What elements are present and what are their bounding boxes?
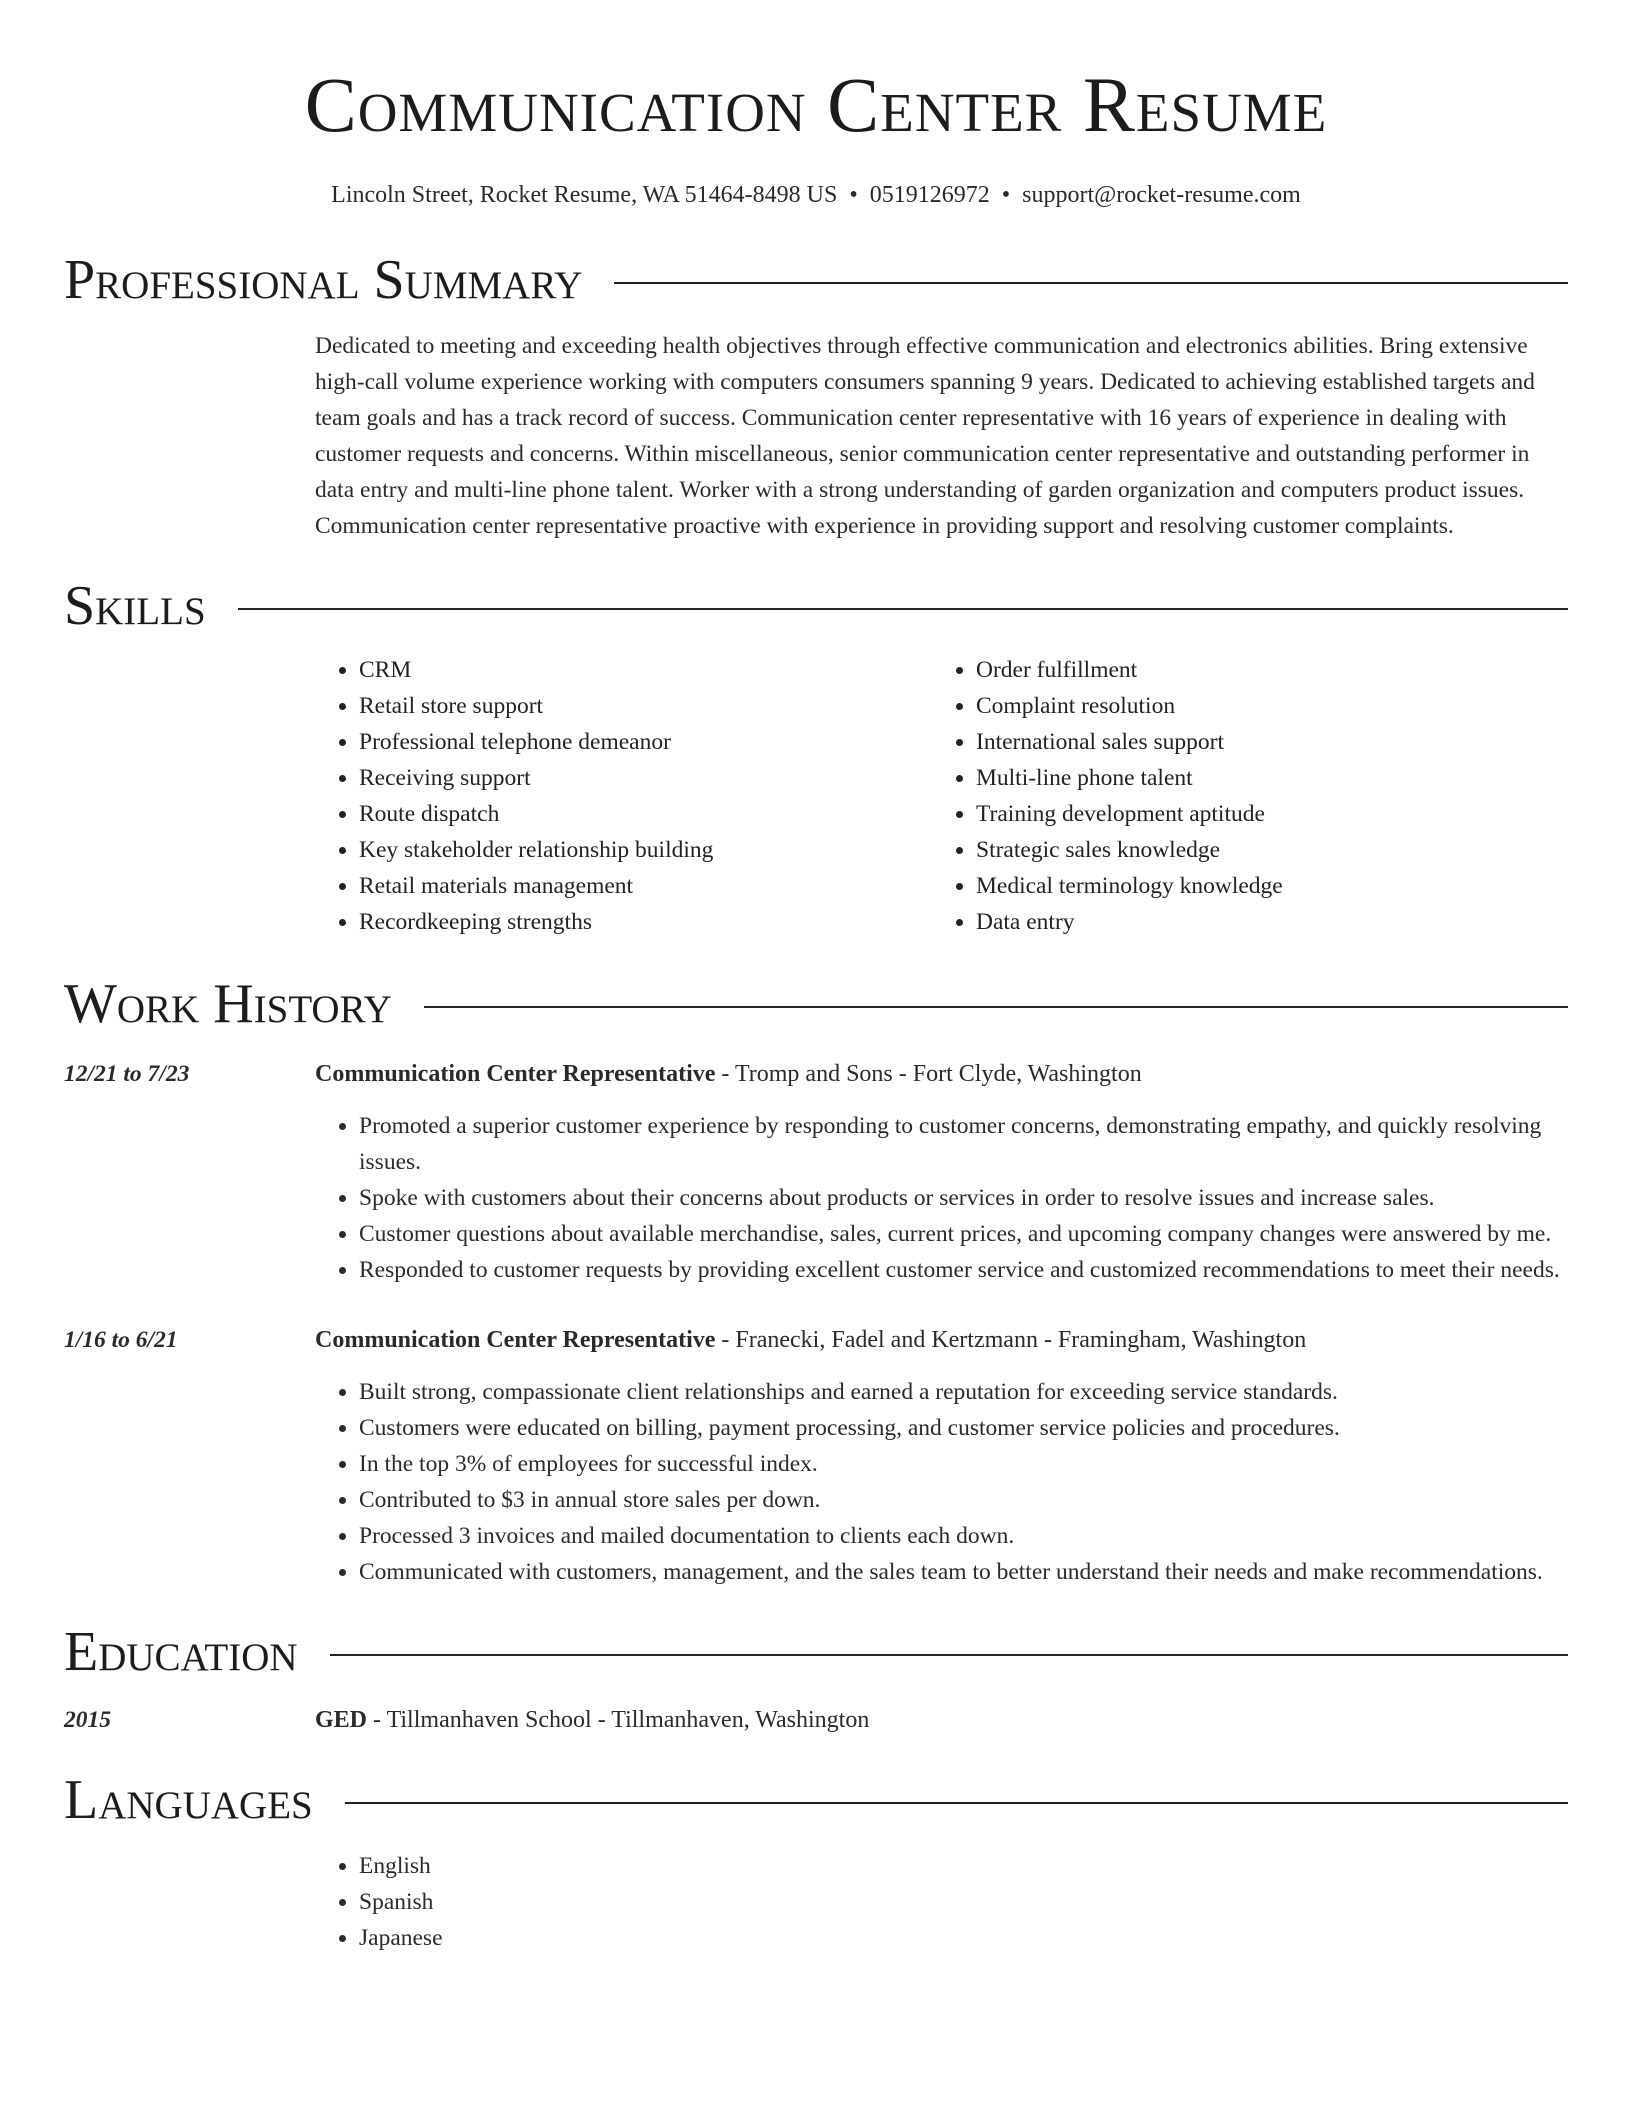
- language-item: • Spanish: [359, 1884, 1568, 1920]
- job-bullet: • Responded to customer requests by providing excellent customer service and customized recommendations to meet their needs.: [359, 1252, 1568, 1288]
- skill-item: • Multi-line phone talent: [976, 760, 1549, 796]
- section-header-work-history: [64, 972, 1568, 1036]
- job-employer: - Tromp and Sons - Fort Clyde, Washington: [715, 1061, 1142, 1087]
- skill-item: • Data entry: [976, 904, 1549, 940]
- section-header-education: [64, 1620, 1568, 1684]
- skill-item: • Route dispatch: [359, 796, 932, 832]
- section-header-skills: [64, 574, 1568, 638]
- job-heading: [315, 1322, 1568, 1358]
- job-bullet: • Built strong, compassionate client relationships and earned a reputation for exceeding service standards.: [359, 1374, 1568, 1410]
- section-header-summary: [64, 248, 1568, 312]
- job-bullet: • Processed 3 invoices and mailed documentation to clients each down.: [359, 1518, 1568, 1554]
- job-bullet: • Spoke with customers about their concerns about products or services in order to resolve issues and increase sales.: [359, 1180, 1568, 1216]
- job-title: Communication Center Representative: [315, 1061, 716, 1087]
- contact-phone: 0519126972: [869, 182, 990, 208]
- education-heading: [315, 1702, 869, 1738]
- section-divider: [424, 1006, 1568, 1008]
- job-body: [315, 1322, 1568, 1590]
- skill-item: • Retail materials management: [359, 868, 932, 904]
- contact-separator: •: [1001, 182, 1011, 208]
- job-body: [315, 1056, 1568, 1288]
- job-bullet: • Communicated with customers, management, and the sales team to better understand their needs and make recommendations.: [359, 1554, 1568, 1590]
- section-divider: [614, 282, 1568, 284]
- language-item: • Japanese: [359, 1920, 1568, 1956]
- job-dates: 12/21 to 7/23: [64, 1061, 190, 1087]
- job-bullet: • Contributed to $3 in annual store sales per down.: [359, 1482, 1568, 1518]
- section-divider: [238, 608, 1568, 610]
- job-entry: [64, 1056, 1568, 1288]
- job-dates: 1/16 to 6/21: [64, 1327, 178, 1353]
- skills-columns: [315, 652, 1568, 940]
- skill-item: • Professional telephone demeanor: [359, 724, 932, 760]
- section-title-languages: Languages: [64, 1769, 313, 1831]
- skills-list-left: [315, 652, 932, 940]
- section-divider: [345, 1802, 1568, 1804]
- contact-line: [64, 180, 1568, 210]
- skill-item: • Medical terminology knowledge: [976, 868, 1549, 904]
- job-bullet: • Promoted a superior customer experience by responding to customer concerns, demonstrating empathy, and quickly resolving issues.: [359, 1108, 1568, 1180]
- skill-item: • Complaint resolution: [976, 688, 1549, 724]
- job-bullet: • Customers were educated on billing, payment processing, and customer service policies and procedures.: [359, 1410, 1568, 1446]
- skill-item: • Retail store support: [359, 688, 932, 724]
- skill-item: • Key stakeholder relationship building: [359, 832, 932, 868]
- education-year: 2015: [64, 1707, 111, 1733]
- section-title-education: Education: [64, 1621, 298, 1683]
- skill-item: • Training development aptitude: [976, 796, 1549, 832]
- resume-page: [64, 0, 1568, 1956]
- contact-email: support@rocket-resume.com: [1022, 182, 1301, 208]
- job-bullet: • Customer questions about available merchandise, sales, current prices, and upcoming company changes were answered by me.: [359, 1216, 1568, 1252]
- job-title: Communication Center Representative: [315, 1327, 716, 1353]
- language-item: • English: [359, 1848, 1568, 1884]
- section-divider: [330, 1654, 1568, 1656]
- section-title-summary: Professional Summary: [64, 249, 583, 311]
- skill-item: • Strategic sales knowledge: [976, 832, 1549, 868]
- education-degree: GED: [315, 1707, 368, 1733]
- education-school: - Tillmanhaven School - Tillmanhaven, Washington: [367, 1707, 870, 1733]
- job-bullets: [315, 1374, 1568, 1590]
- job-heading: [315, 1056, 1568, 1092]
- skill-item: • Recordkeeping strengths: [359, 904, 932, 940]
- job-employer: - Franecki, Fadel and Kertzmann - Framingham, Washington: [715, 1327, 1307, 1353]
- skills-list-right: [932, 652, 1549, 940]
- contact-address: Lincoln Street, Rocket Resume, WA 51464-8498 US: [331, 182, 838, 208]
- summary-paragraph: Dedicated to meeting and exceeding health objectives through effective communication and electronics abilities. Bring extensive high-call volume experience working with computers consumers spanning 9 years. Dedicated to achieving established targets and team goals and has a track record of success. Communication center representative with 16 years of experience in dealing with customer requests and concerns. Within miscellaneous, senior communication center representative and outstanding performer in data entry and multi-line phone talent. Worker with a strong understanding of garden organization and computers product issues. Communication center representative proactive with experience in providing support and resolving customer complaints.: [315, 333, 1535, 539]
- section-header-languages: [64, 1768, 1568, 1832]
- skill-item: • CRM: [359, 652, 932, 688]
- job-bullets: [315, 1108, 1568, 1288]
- job-entry: [64, 1322, 1568, 1590]
- skill-item: • Order fulfillment: [976, 652, 1549, 688]
- resume-name: Communication Center Resume: [304, 61, 1328, 148]
- section-title-skills: Skills: [64, 575, 206, 637]
- contact-separator: •: [849, 182, 858, 208]
- skill-item: • International sales support: [976, 724, 1549, 760]
- languages-list: [315, 1848, 1568, 1956]
- section-title-work-history: Work History: [64, 973, 392, 1035]
- skill-item: • Receiving support: [359, 760, 932, 796]
- education-entry: [64, 1702, 1568, 1738]
- job-bullet: • In the top 3% of employees for successful index.: [359, 1446, 1568, 1482]
